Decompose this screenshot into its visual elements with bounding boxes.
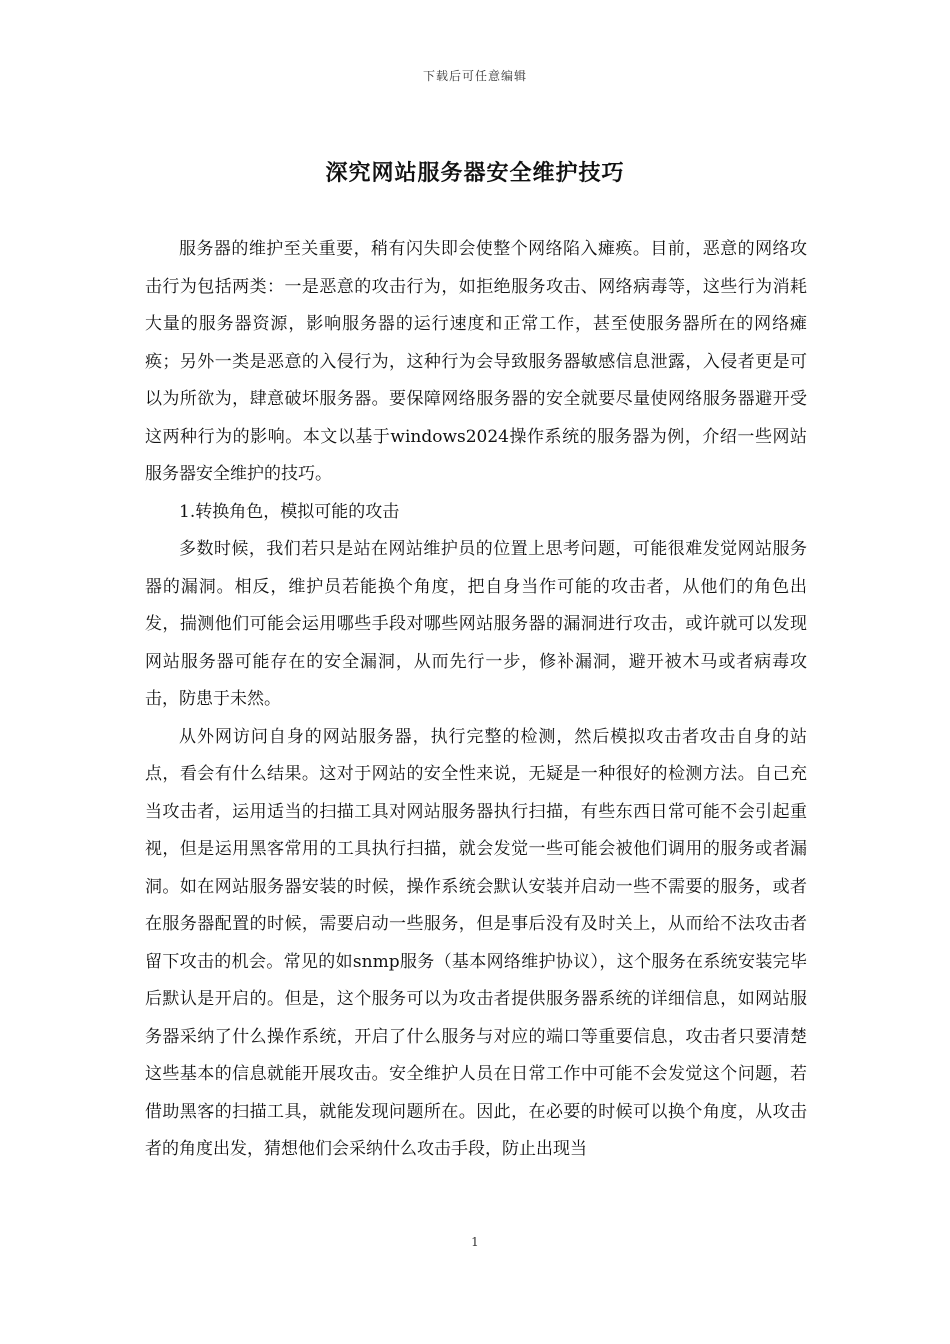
paragraph-intro: 服务器的维护至关重要，稍有闪失即会使整个网络陷入瘫痪。目前，恶意的网络攻击行为包括两类：一是恶意的攻击行为，如拒绝服务攻击、网络病毒等，这些行为消耗大量的服务器资源，影响服务器的运行速度和正常工作，甚至使服务器所在的网络瘫痪；另外一类是恶意的入侵行为，这种行为会导致服务器敏感信息泄露，入侵者更是可以为所欲为，肆意破坏服务器。要保障网络服务器的安全就要尽量使网络服务器避开受这两种行为的影响。本文以基于windows2024操作系统的服务器为例，介绍一些网站服务器安全维护的技巧。 [145, 239, 807, 484]
document-body [145, 231, 807, 1169]
document-title: 深究网站服务器安全维护技巧 [325, 160, 625, 186]
page-header-note: 下载后可任意编辑 [422, 69, 527, 83]
paragraph-external-scan: 从外网访问自身的网站服务器，执行完整的检测，然后模拟攻击者攻击自身的站点，看会有什么结果。这对于网站的安全性来说，无疑是一种很好的检测方法。自己充当攻击者，运用适当的扫描工具对网站服务器执行扫描，有些东西日常可能不会引起重视，但是运用黑客常用的工具执行扫描，就会发觉一些可能会被他们调用的服务或者漏洞。如在网站服务器安装的时候，操作系统会默认安装并启动一些不需要的服务，或者在服务器配置的时候，需要启动一些服务，但是事后没有及时关上，从而给不法攻击者留下攻击的机会。常见的如snmp服务（基本网络维护协议），这个服务在系统安装完毕后默认是开启的。但是，这个服务可以为攻击者提供服务器系统的详细信息，如网站服务器采纳了什么操作系统，开启了什么服务与对应的端口等重要信息，攻击者只要清楚这些基本的信息就能开展攻击。安全维护人员在日常工作中可能不会发觉这个问题，若借助黑客的扫描工具，就能发现问题所在。因此，在必要的时候可以换个角度，从攻击者的角度出发，猜想他们会采纳什么攻击手段，防止出现当 [145, 726, 807, 1159]
section-heading-1: 1.转换角色，模拟可能的攻击 [179, 501, 400, 522]
page-number: 1 [471, 1235, 479, 1249]
paragraph-role-switch: 多数时候，我们若只是站在网站维护员的位置上思考问题，可能很难发觉网站服务器的漏洞。相反，维护员若能换个角度，把自身当作可能的攻击者，从他们的角色出发，揣测他们可能会运用哪些手段对哪些网站服务器的漏洞进行攻击，或许就可以发现网站服务器可能存在的安全漏洞，从而先行一步，修补漏洞，避开被木马或者病毒攻击，防患于未然。 [145, 539, 807, 709]
